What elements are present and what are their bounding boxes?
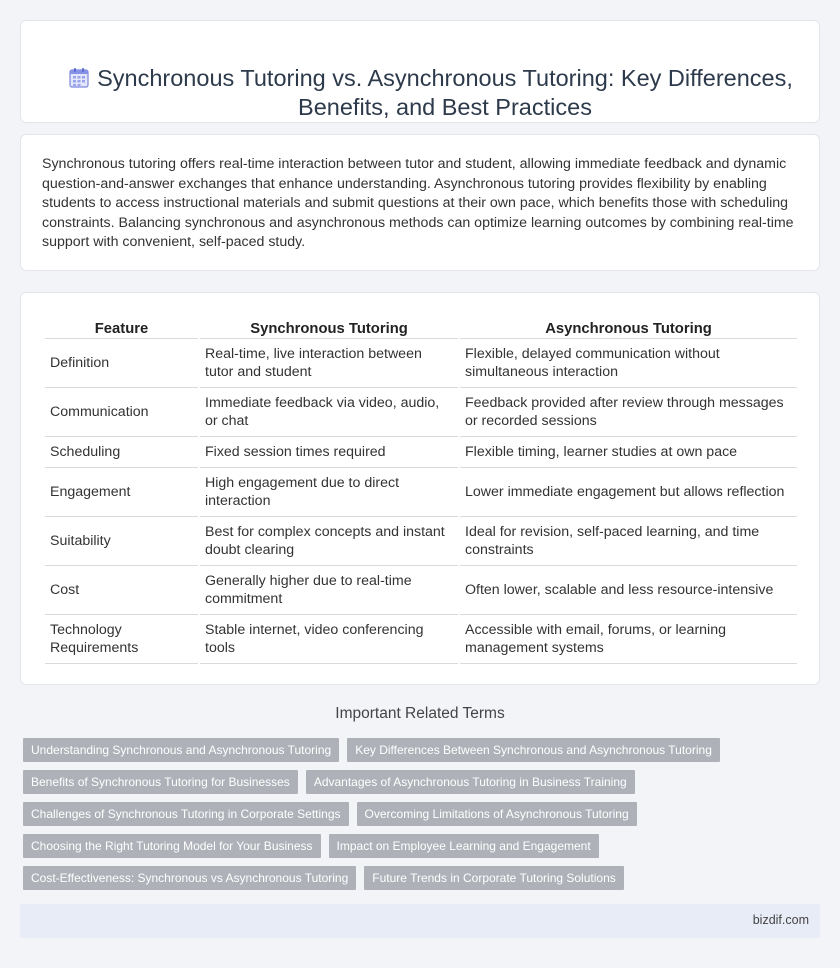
comparison-table: [43, 315, 799, 664]
asynchronous-cell: Lower immediate engagement but allows reflection: [460, 468, 797, 517]
synchronous-cell: Fixed session times required: [200, 437, 458, 468]
header-synchronous: Synchronous Tutoring: [200, 315, 458, 339]
footer-site-link[interactable]: bizdif.com: [752, 913, 809, 927]
asynchronous-cell: Flexible timing, learner studies at own pace: [460, 437, 797, 468]
related-term-tag[interactable]: Challenges of Synchronous Tutoring in Corporate Settings: [23, 802, 349, 826]
related-term-tag[interactable]: Overcoming Limitations of Asynchronous Tutoring: [357, 802, 637, 826]
related-term-tag[interactable]: Cost-Effectiveness: Synchronous vs Asynchronous Tutoring: [23, 866, 356, 890]
tag-row: [23, 802, 803, 826]
related-term-tag[interactable]: Benefits of Synchronous Tutoring for Businesses: [23, 770, 298, 794]
feature-cell: Suitability: [45, 517, 198, 566]
related-term-tag[interactable]: Key Differences Between Synchronous and Asynchronous Tutoring: [347, 738, 720, 762]
asynchronous-cell: Ideal for revision, self-paced learning, and time constraints: [460, 517, 797, 566]
table-row: [45, 388, 797, 437]
table-row: [45, 339, 797, 388]
synchronous-cell: Best for complex concepts and instant doubt clearing: [200, 517, 458, 566]
related-term-tag[interactable]: Future Trends in Corporate Tutoring Solutions: [364, 866, 623, 890]
synchronous-cell: Real-time, live interaction between tutor and student: [200, 339, 458, 388]
tag-row: [23, 866, 803, 890]
related-term-tag[interactable]: Impact on Employee Learning and Engagement: [329, 834, 599, 858]
comparison-table-card: [20, 292, 820, 685]
synchronous-cell: Generally higher due to real-time commitment: [200, 566, 458, 615]
feature-cell: Engagement: [45, 468, 198, 517]
summary-text: Synchronous tutoring offers real-time interaction between tutor and student, allowing immediate feedback and dynamic question-and-answer exchanges that enhance understanding. Asynchronous tutoring provides flexibility by enabling students to access instructional materials and submit questions at their own pace, which benefits those with scheduling constraints. Balancing synchronous and asynchronous methods can optimize learning outcomes by combining real-time support with convenient, self-paced study.: [42, 156, 794, 250]
summary-card: [20, 134, 820, 271]
tag-row: [23, 770, 803, 794]
related-term-tag[interactable]: Advantages of Asynchronous Tutoring in Business Training: [306, 770, 635, 794]
table-header-row: [45, 315, 797, 339]
header-asynchronous: Asynchronous Tutoring: [460, 315, 797, 339]
feature-cell: Scheduling: [45, 437, 198, 468]
synchronous-cell: Immediate feedback via video, audio, or chat: [200, 388, 458, 437]
asynchronous-cell: Feedback provided after review through messages or recorded sessions: [460, 388, 797, 437]
table-row: [45, 437, 797, 468]
asynchronous-cell: Flexible, delayed communication without simultaneous interaction: [460, 339, 797, 388]
page-title: Synchronous Tutoring vs. Asynchronous Tutoring: Key Differences, Benefits, and Best Practices: [97, 65, 793, 120]
feature-cell: Cost: [45, 566, 198, 615]
feature-cell: Technology Requirements: [45, 615, 198, 664]
table-row: [45, 615, 797, 664]
asynchronous-cell: Often lower, scalable and less resource-intensive: [460, 566, 797, 615]
footer: [20, 904, 820, 938]
feature-cell: Definition: [45, 339, 198, 388]
asynchronous-cell: Accessible with email, forums, or learning management systems: [460, 615, 797, 664]
feature-cell: Communication: [45, 388, 198, 437]
related-terms-list: [23, 738, 803, 898]
tag-row: [23, 738, 803, 762]
header-feature: Feature: [45, 315, 198, 339]
related-terms-title: Important Related Terms: [335, 705, 505, 722]
table-row: [45, 517, 797, 566]
synchronous-cell: High engagement due to direct interaction: [200, 468, 458, 517]
table-row: [45, 468, 797, 517]
related-term-tag[interactable]: Understanding Synchronous and Asynchronous Tutoring: [23, 738, 339, 762]
table-row: [45, 566, 797, 615]
synchronous-cell: Stable internet, video conferencing tools: [200, 615, 458, 664]
header-card: [20, 20, 820, 123]
tag-row: [23, 834, 803, 858]
related-term-tag[interactable]: Choosing the Right Tutoring Model for Your Business: [23, 834, 321, 858]
